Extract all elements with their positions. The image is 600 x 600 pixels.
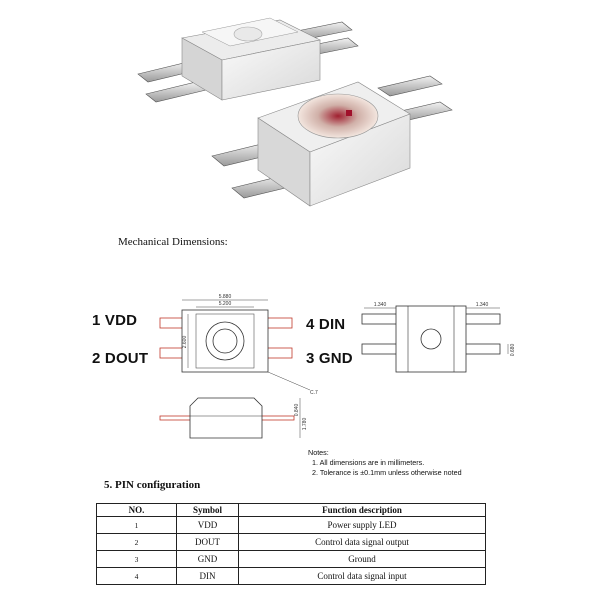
led-package-front: [212, 76, 452, 206]
right-lead-4: [462, 314, 500, 324]
dim-side-b: 1.780: [302, 417, 308, 431]
table-row: [97, 517, 486, 534]
mechanical-dimensions-title: Mechanical Dimensions:: [118, 236, 228, 248]
pin-label-vdd: 1 VDD: [92, 312, 138, 329]
cell-symbol: VDD: [177, 517, 239, 534]
table-row: [97, 534, 486, 551]
header-symbol: Symbol: [177, 504, 239, 517]
notes-title: Notes:: [308, 448, 329, 457]
product-render: [120, 10, 480, 220]
cell-symbol: GND: [177, 551, 239, 568]
side-view-drawing: [150, 394, 310, 444]
dim-lead-right: 1.340: [475, 302, 489, 308]
notes-block: [308, 448, 462, 478]
right-lead-3: [462, 344, 500, 354]
cell-no: 1: [97, 517, 177, 534]
side-body: [190, 398, 262, 438]
table-header-row: [97, 504, 486, 517]
pin-label-dout: 2 DOUT: [92, 350, 149, 367]
dim-height: 2.600: [182, 335, 188, 349]
led-package-back: [138, 18, 358, 102]
cell-no: 2: [97, 534, 177, 551]
notes-line-1: 1. All dimensions are in millimeters.: [312, 458, 425, 467]
pin-label-gnd: 3 GND: [306, 350, 353, 367]
right-view-drawing: [358, 298, 528, 378]
cell-function: Power supply LED: [239, 517, 486, 534]
right-lead-2: [362, 344, 400, 354]
dim-inner-width: 5.200: [218, 301, 232, 307]
cell-symbol: DIN: [177, 568, 239, 585]
dim-outer-width: 5.880: [218, 294, 232, 300]
cell-no: 3: [97, 551, 177, 568]
table-row: [97, 551, 486, 568]
pin-configuration-table: [96, 503, 486, 585]
notes-line-2: 2. Tolerance is ±0.1mm unless otherwise noted: [312, 468, 462, 477]
dim-side-a: 0.840: [294, 403, 300, 417]
package-outline: [182, 310, 268, 372]
dim-lead-width: 0.680: [510, 343, 516, 357]
cell-function: Control data signal output: [239, 534, 486, 551]
header-no: NO.: [97, 504, 177, 517]
cell-no: 4: [97, 568, 177, 585]
cell-symbol: DOUT: [177, 534, 239, 551]
dim-lead-left: 1.340: [373, 302, 387, 308]
cell-function: Control data signal input: [239, 568, 486, 585]
cell-function: Ground: [239, 551, 486, 568]
pin-configuration-title: 5. PIN configuration: [104, 479, 201, 491]
top-view-drawing: [150, 290, 318, 400]
dim-marker: C.7: [310, 390, 318, 396]
right-lead-1: [362, 314, 400, 324]
header-function: Function description: [239, 504, 486, 517]
right-package-outline: [396, 306, 466, 372]
pin-label-din: 4 DIN: [306, 316, 346, 333]
table-row: [97, 568, 486, 585]
